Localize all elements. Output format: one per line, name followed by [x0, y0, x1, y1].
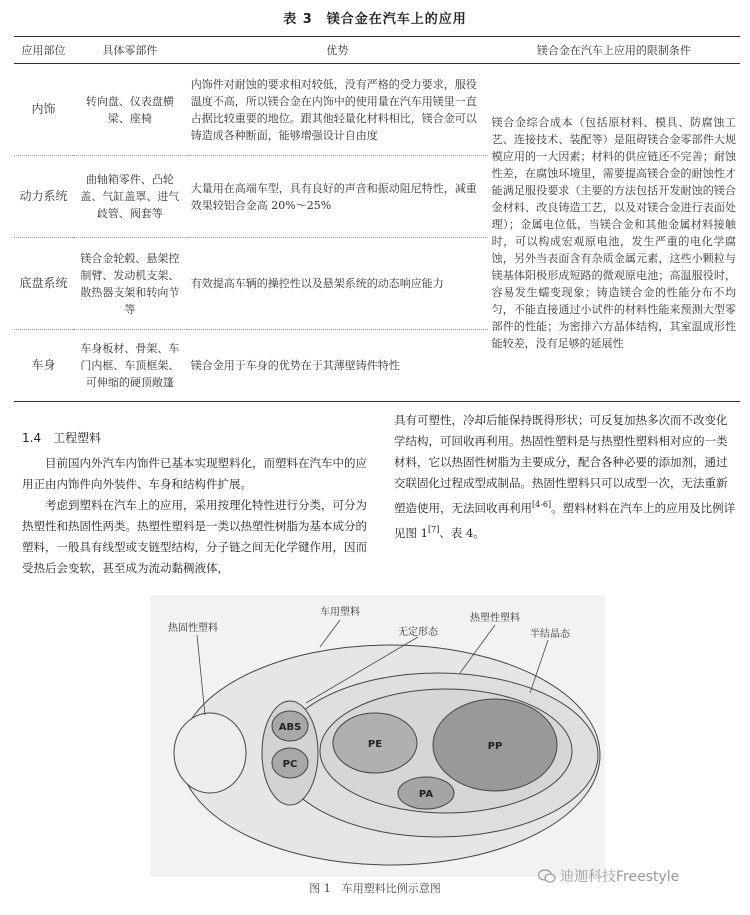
- ellipse-thermoset: [174, 713, 246, 793]
- cell-components: 车身板材、骨架、车门内框、车顶框架、可伸缩的硬顶敞篷: [73, 330, 187, 402]
- cell-part: 底盘系统: [14, 238, 73, 330]
- leader-thermoset: [197, 635, 205, 715]
- cell-part: 动力系统: [14, 156, 73, 238]
- text-column-left: [22, 428, 372, 579]
- cell-components: 镁合金轮毂、悬架控制臂、发动机支架、散热器支架和转向节等: [73, 238, 187, 330]
- citation: [4-6]: [532, 500, 552, 509]
- leader-auto-plastics: [320, 620, 340, 647]
- label-thermoset: 热固性塑料: [168, 623, 218, 634]
- paragraph-text: 、表 4。: [439, 525, 485, 540]
- paragraph-text: 。塑料材料在汽车上的应用及比例详见图 1: [394, 500, 736, 540]
- figure-plastics-diagram: [150, 595, 605, 877]
- cell-components: 曲轴箱零件、凸轮盖、气缸盖罩、进气歧管、阀套等: [73, 156, 187, 238]
- table-header-row: [14, 37, 740, 64]
- table-caption: 表 3 镁合金在汽车上的应用: [283, 12, 467, 27]
- label-pp: PP: [487, 741, 503, 752]
- paragraph: [394, 410, 738, 544]
- cell-advantage: 有效提高车辆的操控性以及悬架系统的动态响应能力: [187, 238, 488, 330]
- figure-caption: 图 1 车用塑料比例示意图: [309, 882, 441, 895]
- paragraph: 考虑到塑料在汽车上的应用，采用按理化特性进行分类，可分为热塑性和热固性两类。热塑性塑料是一类以热塑性树脂为基本成分的塑料，一般具有线型或支链型结构，分子链之间无化学键作用，因而受热后会变软，甚至成为流动黏稠液体，: [22, 498, 367, 575]
- cell-advantage: 内饰件对耐蚀的要求相对较低，没有严格的受力要求，服役温度不高，所以镁合金在内饰中的使用量在汽车用镁里一直占据比较重要的地位。跟其他轻量化材料相比，镁合金可以铸造成各种断面，能够增强设计自由度: [187, 64, 488, 156]
- watermark-text: 迪迦科技Freestyle: [560, 869, 680, 885]
- label-semicrystalline: 半结晶态: [530, 629, 570, 640]
- venn-diagram: [150, 595, 605, 877]
- text-column-right: [394, 410, 738, 544]
- label-thermoplastic: 热塑性塑料: [470, 613, 520, 624]
- label-pa: PA: [418, 789, 434, 800]
- magnesium-alloy-table: [14, 36, 740, 402]
- cell-components: 转向盘、仪表盘横梁、座椅: [73, 64, 187, 156]
- header-components: 具体零部件: [73, 37, 187, 64]
- chat-bubble-icon: [538, 869, 556, 883]
- label-amorphous: 无定形态: [398, 627, 438, 638]
- header-application-part: 应用部位: [14, 37, 73, 64]
- label-pc: PC: [282, 759, 298, 770]
- citation: [7]: [427, 524, 440, 534]
- header-limitation: 镁合金在汽车上应用的限制条件: [488, 37, 740, 64]
- paragraph-text: 具有可塑性，冷却后能保持既得形状；可反复加热多次而不改变化学结构，可回收再利用。热固性塑料是与热塑性塑料相对应的一类材料，它以热固性树脂为主要成分，配合各种必要的添加剂，通过交联固化过程成型成制品。热固性塑料只可以成型一次，无法重新塑造使用，无法回收再利用: [394, 413, 728, 515]
- paragraph: 目前国内外汽车内饰件已基本实现塑料化，而塑料在汽车中的应用正由内饰件向外装件、车身和结构件扩展。: [22, 456, 367, 491]
- label-auto-plastics: 车用塑料: [320, 607, 360, 618]
- watermark: [538, 866, 679, 886]
- cell-advantage: 镁合金用于车身的优势在于其薄壁铸件特性: [187, 330, 488, 402]
- section-heading: 1.4 工程塑料: [22, 431, 102, 445]
- cell-advantage: 大量用在高端车型，具有良好的声音和振动阻尼特性，减重效果较铝合金高 20%～25%: [187, 156, 488, 238]
- table-row: [14, 64, 740, 156]
- label-pe: PE: [367, 739, 383, 750]
- cell-part: 车身: [14, 330, 73, 402]
- label-abs: ABS: [278, 722, 302, 733]
- cell-limitation: 镁合金综合成本（包括原材料、模具、防腐蚀工艺、连接技术、装配等）是阻碍镁合金零部件大规模应用的一大因素；材料的供应链还不完善；耐蚀性差，在腐蚀环境里，需要提高镁合金的耐蚀性才能满足服役要求（主要的方法包括开发耐蚀的镁合金材料、改良铸造工艺，以及对镁合金进行表面处理）；金属电位低，当镁合金和其他金属材料接触时，可以构成宏观原电池，发生严重的电化学腐蚀，另外当表面含有杂质金属元素，这些小颗粒与镁基体阳极形成短路的微观原电池；高温服役时，容易发生蠕变现象；铸造镁合金的性能分布不均匀，不能直接通过小试件的材料性能来预测大型零部件的性能；为密排六方晶体结构，其室温成形性能较差，没有足够的延展性: [488, 64, 740, 402]
- cell-part: 内饰: [14, 64, 73, 156]
- header-advantage: 优势: [187, 37, 488, 64]
